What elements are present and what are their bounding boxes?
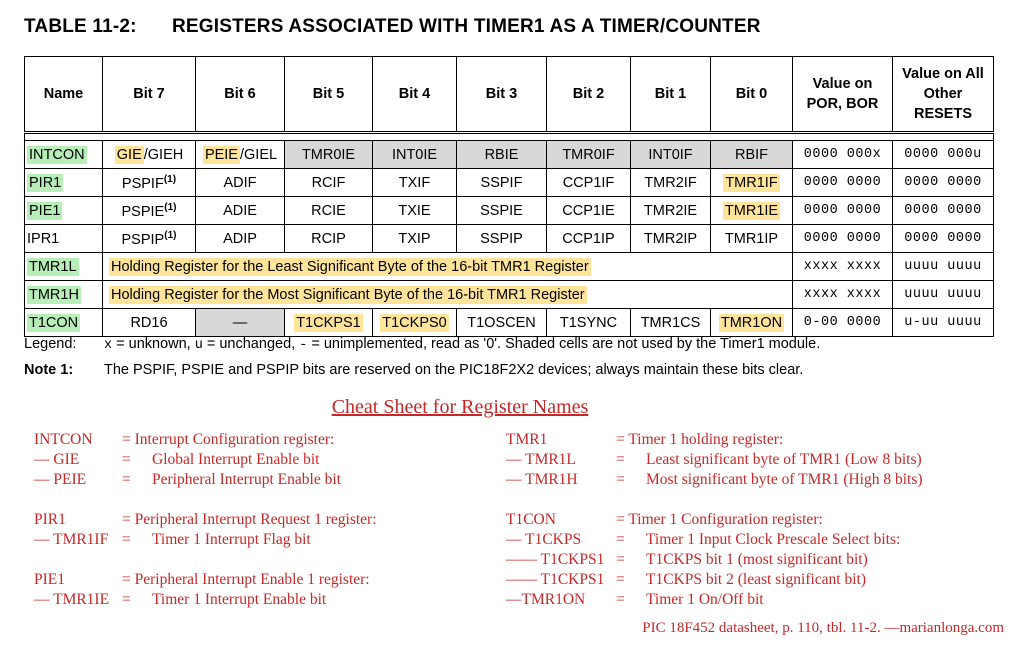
cheat-definition: = Peripheral Interrupt Request 1 register: bbox=[122, 511, 377, 528]
bit-cell: ADIE bbox=[196, 197, 285, 225]
cheat-definition: T1CKPS bit 1 (most significant bit) bbox=[646, 551, 868, 568]
cheat-definition: = Timer 1 holding register: bbox=[616, 431, 784, 448]
bit-cell: PEIE bbox=[204, 146, 238, 163]
cheat-entry bbox=[506, 590, 923, 610]
bit-cell: /GIEL bbox=[239, 146, 278, 163]
footnote-ref: (1) bbox=[164, 229, 177, 241]
bit-cell: /GIEH bbox=[143, 146, 184, 163]
cheat-entry bbox=[34, 590, 377, 610]
legend-symbol: - bbox=[299, 338, 308, 353]
table-row bbox=[25, 281, 994, 309]
header-cell: Bit 5 bbox=[285, 57, 373, 133]
header-cell: Bit 4 bbox=[373, 57, 457, 133]
cheat-entry bbox=[506, 550, 923, 570]
cheat-definition: Most significant byte of TMR1 (High 8 bits) bbox=[646, 471, 923, 488]
table-row bbox=[25, 309, 994, 337]
reset-value: 0000 0000 bbox=[893, 197, 994, 225]
cheat-equals: = bbox=[616, 571, 625, 588]
legend-text: = unchanged, bbox=[202, 336, 300, 352]
bit-cell: ADIF bbox=[196, 169, 285, 197]
table-row bbox=[25, 197, 994, 225]
header-cell: Value on All Other RESETS bbox=[893, 57, 994, 133]
footnote-ref: (1) bbox=[164, 201, 177, 213]
cheat-equals: = bbox=[122, 451, 131, 468]
bit-cell: T1CKPS1 bbox=[296, 314, 361, 331]
cheat-entry bbox=[34, 510, 377, 530]
por-value: 0000 0000 bbox=[793, 225, 893, 253]
header-cell: Bit 6 bbox=[196, 57, 285, 133]
cheat-definition: = Timer 1 Configuration register: bbox=[616, 511, 823, 528]
por-value: 0-00 0000 bbox=[793, 309, 893, 337]
bit-cell: SSPIE bbox=[457, 197, 547, 225]
cheat-term: —TMR1ON bbox=[506, 591, 586, 608]
bit-cell: TMR1IE bbox=[724, 202, 779, 219]
cheat-entry bbox=[506, 510, 923, 530]
legend-text: = unknown, bbox=[112, 336, 195, 352]
note-label: Note 1: bbox=[24, 362, 74, 378]
cheat-term: — TMR1L bbox=[506, 451, 576, 468]
register-name: T1CON bbox=[29, 314, 79, 331]
cheat-spacer bbox=[506, 490, 923, 510]
bit-cell: T1CKPS0 bbox=[382, 314, 447, 331]
cheat-entry bbox=[34, 430, 377, 450]
bit-cell: TXIF bbox=[373, 169, 457, 197]
cheat-entry bbox=[34, 530, 377, 550]
cheat-definition: Peripheral Interrupt Enable bit bbox=[152, 471, 341, 488]
footnote-ref: (1) bbox=[163, 173, 177, 185]
bit-cell: TMR2IE bbox=[631, 197, 711, 225]
cheat-definition: = Peripheral Interrupt Enable 1 register: bbox=[122, 571, 370, 588]
table-title bbox=[24, 16, 761, 38]
register-table bbox=[24, 56, 994, 337]
bit-cell: RBIF bbox=[711, 141, 793, 169]
bit-cell: TXIE bbox=[373, 197, 457, 225]
register-name: IPR1 bbox=[25, 225, 103, 253]
cheat-definition: Least significant byte of TMR1 (Low 8 bits) bbox=[646, 451, 922, 468]
cheat-term: — TMR1H bbox=[506, 471, 578, 488]
cheat-spacer bbox=[34, 550, 377, 570]
legend-label: Legend: bbox=[24, 336, 77, 352]
cheat-entry bbox=[506, 430, 923, 450]
table-row bbox=[25, 225, 994, 253]
cheat-sheet-right bbox=[506, 430, 923, 610]
cheat-entry bbox=[506, 570, 923, 590]
register-name: INTCON bbox=[29, 146, 85, 163]
footnote bbox=[24, 362, 803, 378]
bit-cell: TMR1ON bbox=[720, 314, 783, 331]
reset-value: uuuu uuuu bbox=[893, 253, 994, 281]
cheat-term: —— T1CKPS1 bbox=[506, 571, 605, 588]
reset-value: u-uu uuuu bbox=[893, 309, 994, 337]
header-cell: Value on POR, BOR bbox=[793, 57, 893, 133]
legend bbox=[24, 336, 820, 353]
cheat-sheet-left bbox=[34, 430, 377, 610]
cheat-equals: = bbox=[122, 591, 131, 608]
cheat-term: PIR1 bbox=[34, 511, 66, 528]
bit-cell: RCIE bbox=[285, 197, 373, 225]
cheat-equals: = bbox=[616, 531, 625, 548]
note-text: The PSPIF, PSPIE and PSPIP bits are reserved on the PIC18F2X2 devices; always maintain these bits clear. bbox=[104, 362, 804, 378]
header-cell: Bit 0 bbox=[711, 57, 793, 133]
table-row bbox=[25, 141, 994, 169]
bit-cell: CCP1IE bbox=[547, 197, 631, 225]
por-value: xxxx xxxx bbox=[793, 281, 893, 309]
bit-cell: TMR0IE bbox=[285, 141, 373, 169]
table-caption: REGISTERS ASSOCIATED WITH TIMER1 AS A TIMER/COUNTER bbox=[172, 16, 761, 37]
bit-cell: RCIF bbox=[285, 169, 373, 197]
bit-cell: T1SYNC bbox=[547, 309, 631, 337]
cheat-entry bbox=[34, 450, 377, 470]
reset-value: 0000 0000 bbox=[893, 169, 994, 197]
bit-cell: TMR1IP bbox=[711, 225, 793, 253]
header-cell: Bit 1 bbox=[631, 57, 711, 133]
table-row bbox=[25, 169, 994, 197]
cheat-entry bbox=[34, 470, 377, 490]
cheat-sheet-title: Cheat Sheet for Register Names bbox=[331, 396, 589, 418]
cheat-equals: = bbox=[122, 471, 131, 488]
bit-cell: RCIP bbox=[285, 225, 373, 253]
bit-cell: TMR2IP bbox=[631, 225, 711, 253]
bit-cell: RBIE bbox=[457, 141, 547, 169]
cheat-term: — PEIE bbox=[34, 471, 87, 488]
por-value: xxxx xxxx bbox=[793, 253, 893, 281]
cheat-equals: = bbox=[616, 551, 625, 568]
reset-value: 0000 0000 bbox=[893, 225, 994, 253]
legend-symbol: x bbox=[104, 338, 113, 353]
cheat-term: — GIE bbox=[34, 451, 80, 468]
holding-register-desc: Holding Register for the Most Significant Byte of the 16-bit TMR1 Register bbox=[111, 286, 585, 303]
header-cell: Bit 7 bbox=[103, 57, 196, 133]
register-name: PIE1 bbox=[29, 202, 61, 219]
legend-text: = unimplemented, read as '0'. Shaded cells are not used by the Timer1 module. bbox=[307, 336, 821, 352]
cheat-equals: = bbox=[616, 451, 625, 468]
por-value: 0000 0000 bbox=[793, 197, 893, 225]
por-value: 0000 000x bbox=[793, 141, 893, 169]
cheat-term: — T1CKPS bbox=[506, 531, 582, 548]
bit-cell: TMR0IF bbox=[547, 141, 631, 169]
bit-cell: ADIP bbox=[196, 225, 285, 253]
cheat-term: INTCON bbox=[34, 431, 93, 448]
reset-value: 0000 000u bbox=[893, 141, 994, 169]
bit-cell: CCP1IF bbox=[547, 169, 631, 197]
bit-cell: CCP1IP bbox=[547, 225, 631, 253]
register-name: TMR1L bbox=[29, 258, 77, 275]
bit-cell: SSPIF bbox=[457, 169, 547, 197]
cheat-entry bbox=[506, 470, 923, 490]
bit-cell: GIE bbox=[116, 146, 142, 163]
cheat-term: T1CON bbox=[506, 511, 556, 528]
bit-cell: INT0IF bbox=[631, 141, 711, 169]
holding-register-desc: Holding Register for the Least Significant Byte of the 16-bit TMR1 Register bbox=[111, 258, 589, 275]
reset-value: uuuu uuuu bbox=[893, 281, 994, 309]
cheat-term: — TMR1IE bbox=[34, 591, 110, 608]
bit-cell: TXIP bbox=[373, 225, 457, 253]
bit-cell: SSPIP bbox=[457, 225, 547, 253]
source-credit: PIC 18F452 datasheet, p. 110, tbl. 11-2. —marianlonga.com bbox=[642, 620, 1004, 636]
cheat-definition: Timer 1 On/Off bit bbox=[646, 591, 764, 608]
separator-row bbox=[25, 133, 994, 141]
bit-cell: PSPIP bbox=[121, 231, 165, 248]
cheat-entry bbox=[34, 570, 377, 590]
cheat-definition: Timer 1 Interrupt Enable bit bbox=[152, 591, 327, 608]
cheat-equals: = bbox=[616, 471, 625, 488]
bit-cell: PSPIF bbox=[121, 175, 164, 192]
table-row bbox=[25, 253, 994, 281]
register-name: PIR1 bbox=[29, 174, 62, 191]
cheat-equals: = bbox=[122, 531, 131, 548]
cheat-entry bbox=[506, 530, 923, 550]
bit-cell: — bbox=[196, 309, 285, 337]
bit-cell: RD16 bbox=[103, 309, 196, 337]
cheat-definition: Timer 1 Interrupt Flag bit bbox=[152, 531, 311, 548]
cheat-definition: Timer 1 Input Clock Prescale Select bits: bbox=[646, 531, 901, 548]
por-value: 0000 0000 bbox=[793, 169, 893, 197]
bit-cell: INT0IE bbox=[373, 141, 457, 169]
cheat-definition: Global Interrupt Enable bit bbox=[152, 451, 320, 468]
header-cell: Bit 2 bbox=[547, 57, 631, 133]
bit-cell: PSPIE bbox=[121, 203, 165, 220]
cheat-term: —— T1CKPS1 bbox=[506, 551, 605, 568]
header-cell: Name bbox=[25, 57, 103, 133]
cheat-spacer bbox=[34, 490, 377, 510]
cheat-equals: = bbox=[616, 591, 625, 608]
bit-cell: TMR2IF bbox=[631, 169, 711, 197]
cheat-term: TMR1 bbox=[506, 431, 548, 448]
bit-cell: TMR1CS bbox=[631, 309, 711, 337]
cheat-definition: T1CKPS bit 2 (least significant bit) bbox=[646, 571, 866, 588]
header-row bbox=[25, 57, 994, 133]
cheat-term: PIE1 bbox=[34, 571, 65, 588]
cheat-definition: = Interrupt Configuration register: bbox=[122, 431, 335, 448]
bit-cell: TMR1IF bbox=[725, 174, 778, 191]
register-name: TMR1H bbox=[29, 286, 79, 303]
cheat-entry bbox=[506, 450, 923, 470]
table-number: TABLE 11-2: bbox=[24, 16, 137, 37]
legend-symbol: u bbox=[194, 338, 203, 353]
cheat-term: — TMR1IF bbox=[34, 531, 109, 548]
header-cell: Bit 3 bbox=[457, 57, 547, 133]
bit-cell: T1OSCEN bbox=[457, 309, 547, 337]
